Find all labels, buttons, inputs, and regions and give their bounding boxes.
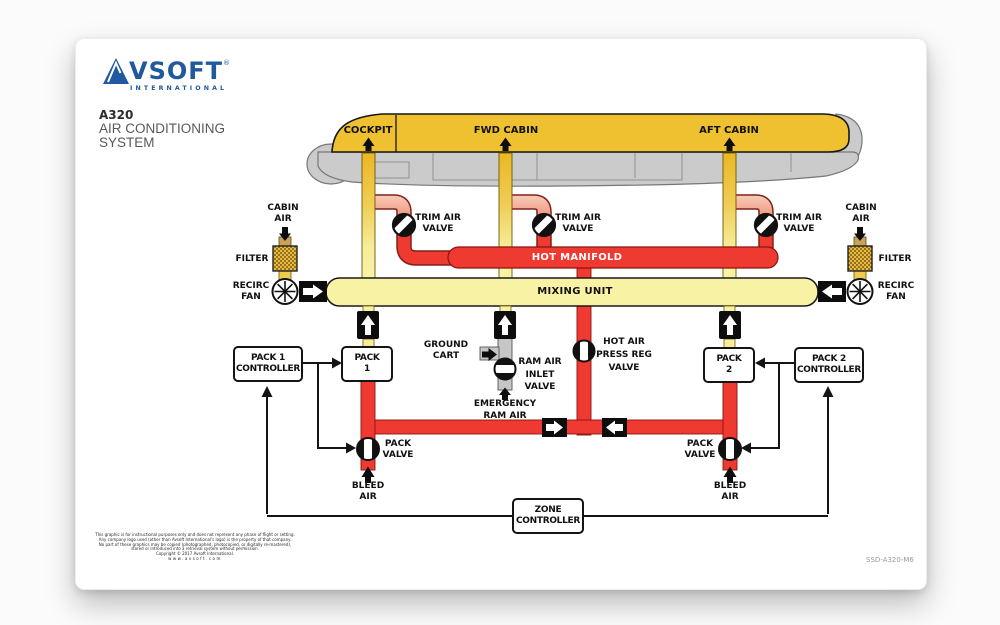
label-line: BLEED [351, 481, 385, 491]
disclaimer-line: This graphic is for instructional purposes only and does not represent any phase of flight or setting. [95, 532, 295, 537]
page-title [99, 108, 225, 150]
disclaimer-line: No part of these graphics may be copied (photographed, photocopied, or digitally re-mastered), [98, 541, 292, 547]
label-line: TRIM AIR [776, 213, 822, 223]
zone-controller-line2: CONTROLLER [515, 516, 581, 526]
label-line: EMERGENCY [473, 399, 537, 409]
recirc-fan-left-label [233, 281, 270, 302]
disclaimer-line: stored or introduced into a retrieval system without permission. [131, 546, 259, 552]
pack-1-controller-box [233, 346, 303, 382]
pack-valve-right-label [685, 439, 716, 460]
filter-left-icon [273, 246, 297, 271]
pack-2-controller-line2: CONTROLLER [796, 365, 862, 375]
disclaimer-text [75, 533, 315, 562]
check-valve-up-icons [357, 311, 741, 339]
pack-2-box [703, 347, 755, 383]
label-line: CART [432, 350, 460, 361]
pack-1-line1: PACK [354, 353, 380, 363]
label-line: VALVE [422, 223, 454, 234]
hot-air-press-reg-valve-icon [574, 340, 595, 362]
cabin-band [332, 114, 849, 152]
trim-air-valve-2-label [555, 213, 601, 234]
label-line: CABIN [845, 203, 877, 213]
label-line: VALVE [608, 363, 640, 373]
label-line: VALVE [382, 449, 414, 460]
logo-wordmark: VSOFT [129, 57, 224, 85]
pack-1-controller-line1: PACK 1 [251, 353, 285, 363]
label-line: PACK [686, 439, 714, 449]
pack-2-line1: PACK [716, 354, 742, 364]
recirc-fan-left-icon [273, 279, 298, 304]
zone-controller-box [512, 498, 584, 534]
pack-1-controller-line2: CONTROLLER [235, 364, 301, 374]
label-line: PACK [384, 439, 412, 449]
label-line: TRIM AIR [415, 213, 461, 223]
bleed-air-left-label [352, 481, 384, 502]
label-line: PRESS REG [596, 350, 652, 360]
bleed-air-right-label [714, 481, 746, 502]
label-line: FAN [886, 291, 906, 302]
zone-label-cockpit: COCKPIT [343, 125, 393, 136]
pack-2-line2: 2 [726, 365, 732, 375]
label-line: CABIN [267, 203, 299, 213]
label-line: HOT AIR [603, 337, 645, 347]
label-line: AIR [721, 491, 739, 502]
mixing-unit-label: MIXING UNIT [537, 286, 613, 297]
pack-2-controller-line1: PACK 2 [812, 354, 846, 364]
cabin-air-right-label [845, 203, 876, 224]
logo-subtitle: INTERNATIONAL [130, 85, 228, 92]
filter-right-label: FILTER [878, 254, 912, 264]
label-line: VALVE [783, 223, 815, 234]
label-line: VALVE [562, 223, 594, 234]
document-code: SSD-A320-M6 [866, 556, 914, 564]
hot-air-press-reg-valve-label [596, 336, 652, 375]
ground-cart-label [424, 340, 468, 361]
ram-air-inlet-valve-label [518, 356, 561, 394]
recirc-fan-right-label [878, 281, 915, 302]
pack-2-controller-box [794, 347, 864, 383]
label-line: AIR [359, 491, 377, 502]
website-url: www.avsoft.com [168, 555, 222, 561]
filter-left-label: FILTER [235, 254, 269, 264]
label-line: INLET [525, 369, 555, 380]
pack-1-line2: 1 [364, 364, 370, 374]
filter-right-icon [848, 246, 872, 271]
pack-1-box [341, 346, 393, 382]
label-line: RAM AIR [483, 410, 527, 421]
title-model: A320 [99, 108, 134, 122]
zone-label-fwd-cabin: FWD CABIN [473, 125, 539, 136]
label-line: TRIM AIR [555, 213, 601, 223]
pack-valve-right-icon [719, 437, 741, 461]
title-line2: SYSTEM [99, 135, 155, 150]
hot-manifold-label: HOT MANIFOLD [531, 252, 623, 263]
label-line: GROUND [423, 340, 469, 350]
pack-valve-left-icon [357, 437, 379, 461]
pack-valve-left-label [383, 439, 414, 460]
avsoft-logo [103, 58, 230, 92]
zone-label-aft-cabin: AFT CABIN [699, 125, 759, 136]
recirc-fan-right-icon [848, 279, 873, 304]
trim-air-valve-3-label [776, 213, 822, 234]
trim-air-valve-1-label [415, 213, 461, 234]
zone-controller-line1: ZONE [534, 505, 562, 515]
label-line: RAM AIR [518, 357, 562, 367]
avsoft-triangle-a-icon [103, 58, 129, 84]
label-line: AIR [852, 213, 870, 224]
emergency-ram-air-label [474, 399, 536, 422]
label-line: FAN [241, 291, 261, 302]
label-line: VALVE [524, 382, 556, 392]
ram-air-inlet-valve-icon [494, 359, 516, 380]
title-line1: AIR CONDITIONING [99, 121, 226, 136]
label-line: RECIRC [232, 281, 270, 291]
registered-mark: ® [223, 59, 231, 67]
label-line: AIR [274, 213, 292, 224]
label-line: RECIRC [877, 281, 915, 291]
label-line: BLEED [713, 481, 747, 491]
cabin-air-left-label [267, 203, 298, 224]
disclaimer-line: Any company logo used (other than Avsoft International's logo) is the property of that company. [98, 536, 292, 542]
disclaimer-line: Copyright © 2017 Avsoft International. [156, 551, 234, 557]
label-line: VALVE [684, 449, 716, 460]
